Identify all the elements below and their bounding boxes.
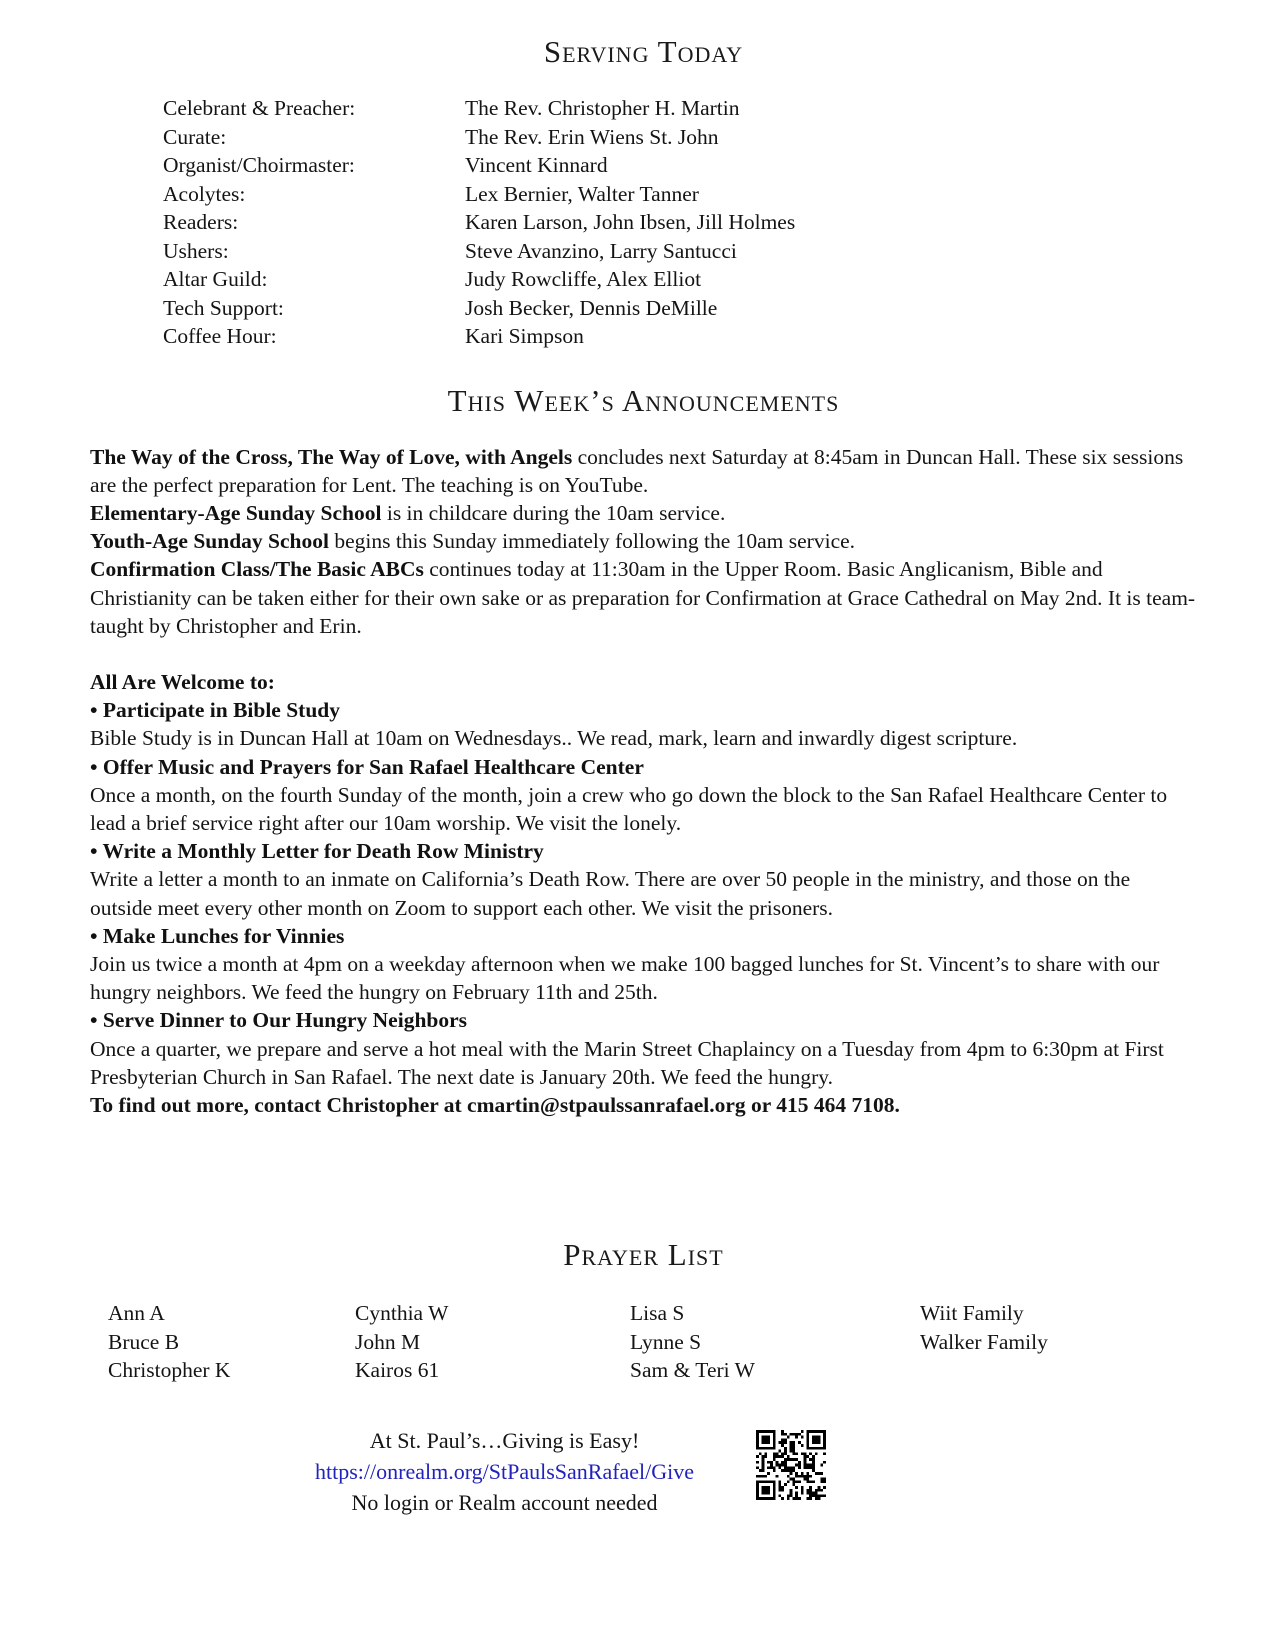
prayer-name: Christopher K [108,1358,231,1383]
welcome-item-title: • Serve Dinner to Our Hungry Neighbors [90,1008,468,1033]
prayer-name: Cynthia W [355,1301,449,1326]
announcement-item [90,555,1197,640]
prayer-column [108,1299,355,1385]
serving-row [163,208,1197,237]
welcome-item-title: • Make Lunches for Vinnies [90,923,345,948]
serving-today-heading: Serving Today [543,34,744,69]
serving-role: Celebrant & Preacher: [163,96,356,120]
welcome-item-text: Join us twice a month at 4pm on a weekday afternoon when we make 100 bagged lunches for St. Vincent’s to share with our hungry neighbors. We feed the hungry on February 11th and 25th. [90,951,1160,1005]
serving-names: Steve Avanzino, Larry Santucci [465,238,737,263]
serving-row [163,322,1197,351]
welcome-item-title: • Offer Music and Prayers for San Rafael Healthcare Center [90,754,644,779]
prayer-name: Lisa S [630,1301,685,1326]
announcement-text: concludes next Saturday at 8:45am in Duncan Hall. These six sessions are the perfect preparation for Lent. The teaching is on YouTube. [90,444,1184,497]
contact-line: To find out more, contact Christopher at cmartin@stpaulssanrafael.org or 415 464 7108. [90,1092,900,1117]
all-are-welcome-block [90,668,1197,1119]
prayer-name: Wiit Family [920,1301,1024,1326]
giving-line3: No login or Realm account needed [351,1489,658,1515]
serving-list [163,94,1197,351]
welcome-item-text: Once a quarter, we prepare and serve a hot meal with the Marin Street Chaplaincy on a Tuesday from 4pm to 6:30pm at First Presbyterian Church in San Rafael. The next date is January 20th. We feed the hungry. [90,1036,1164,1089]
prayer-name: Lynne S [630,1329,702,1354]
serving-names: Josh Becker, Dennis DeMille [465,295,718,320]
serving-role: Altar Guild: [163,267,268,291]
giving-link[interactable]: https://onrealm.org/StPaulsSanRafael/Give [315,1458,695,1484]
welcome-item-title: • Write a Monthly Letter for Death Row Ministry [90,839,544,864]
prayer-name: Sam & Teri W [630,1358,755,1383]
serving-role: Readers: [163,210,239,234]
serving-names: The Rev. Christopher H. Martin [465,96,740,120]
serving-row [163,180,1197,209]
prayer-column [630,1299,920,1385]
prayer-name: Bruce B [108,1329,180,1354]
serving-row [163,123,1197,152]
welcome-item-text: Once a month, on the fourth Sunday of the month, join a crew who go down the block to the San Rafael Healthcare Center to lead a brief service right after our 10am worship. We visit the lonely. [90,782,1168,835]
announcement-lead: The Way of the Cross, The Way of Love, with Angels [90,444,573,469]
prayer-list-heading: Prayer List [563,1237,724,1273]
announcement-lead: Confirmation Class/The Basic ABCs [90,557,424,582]
serving-role: Curate: [163,124,227,149]
welcome-item-text: Write a letter a month to an inmate on California’s Death Row. There are over 50 people in the ministry, and those on the outside meet every other month on Zoom to support each other. We visit the prisoners. [90,867,1131,920]
qr-code-icon [756,1430,826,1500]
serving-role: Coffee Hour: [163,324,277,348]
announcement-item [90,443,1197,499]
announcement-text: begins this Sunday immediately following the 10am service. [328,529,856,554]
serving-row [163,94,1197,123]
announcement-lead: Elementary-Age Sunday School [90,500,382,525]
serving-row [163,294,1197,323]
announcement-item [90,527,1197,555]
serving-names: Lex Bernier, Walter Tanner [465,181,699,206]
serving-names: Vincent Kinnard [465,153,608,177]
serving-row [163,151,1197,180]
prayer-name: John M [355,1329,421,1354]
welcome-item-title: • Participate in Bible Study [90,698,341,723]
prayer-name: Walker Family [920,1329,1048,1354]
announcement-text: continues today at 11:30am in the Upper Room. Basic Anglicanism, Bible and Christianity can be taken either for their own sake or as preparation for Confirmation at Grace Cathedral on May 2nd. It is team-taught by Christopher and Erin. [90,557,1196,638]
prayer-name: Ann A [108,1301,165,1326]
serving-role: Tech Support: [163,295,284,320]
giving-text [315,1425,694,1518]
serving-row [163,237,1197,266]
prayer-list [108,1299,1197,1385]
giving-line1: At St. Paul’s…Giving is Easy! [369,1427,640,1453]
serving-names: Karen Larson, John Ibsen, Jill Holmes [465,210,796,234]
serving-row [163,265,1197,294]
welcome-heading: All Are Welcome to: [90,669,275,694]
announcement-text: is in childcare during the 10am service. [381,500,726,525]
serving-names: Judy Rowcliffe, Alex Elliot [465,267,702,291]
welcome-item-text: Bible Study is in Duncan Hall at 10am on Wednesdays.. We read, mark, learn and inwardly digest scripture. [90,726,1018,751]
serving-role: Ushers: [163,238,229,263]
serving-role: Acolytes: [163,181,246,206]
announcement-lead: Youth-Age Sunday School [90,529,329,554]
announcements-block [90,443,1197,640]
prayer-column [355,1299,630,1385]
serving-role: Organist/Choirmaster: [163,153,355,177]
announcements-heading: This Week’s Announcements [447,382,840,418]
prayer-column [920,1299,1197,1385]
giving-section [315,1425,1197,1518]
prayer-name: Kairos 61 [355,1358,440,1383]
serving-names: The Rev. Erin Wiens St. John [465,124,719,149]
announcement-item [90,499,1197,527]
serving-names: Kari Simpson [465,324,584,348]
